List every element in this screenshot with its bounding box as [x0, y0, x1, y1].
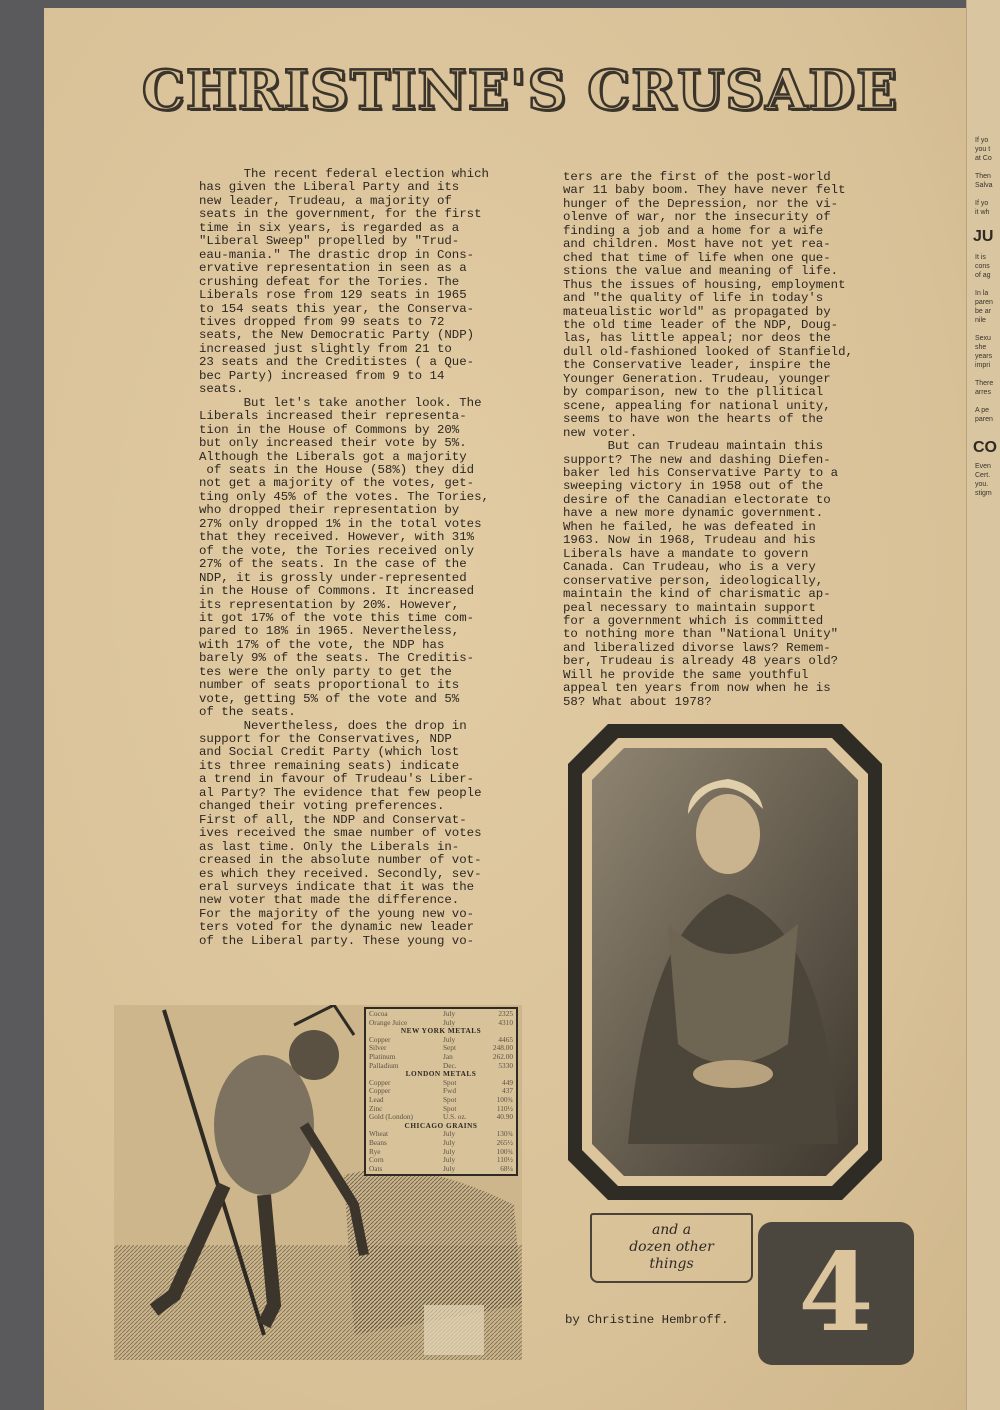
table-cell-name: Rye — [369, 1146, 381, 1156]
text-line: Canada. Can Trudeau, who is a very — [563, 560, 816, 575]
text-line: 27% of the seats. In the case of the — [199, 557, 467, 572]
adjacent-page-edge — [966, 0, 1000, 1410]
text-line: with 17% of the vote, the NDP has — [199, 637, 445, 652]
text-line: Liberals have a mandate to govern — [563, 546, 809, 561]
text-line: and Social Credit Party (which lost — [199, 745, 460, 760]
table-row — [369, 1096, 513, 1105]
text-line: peal necessary to maintain support — [563, 600, 816, 615]
text-line: years — [975, 353, 993, 360]
text-line: be ar — [975, 308, 991, 315]
table-cell-month: Spot — [443, 1077, 457, 1087]
table-cell-name: Wheat — [369, 1129, 389, 1139]
text-line: its representation by 20%. However, — [199, 597, 460, 612]
text-line: war 11 baby boom. They have never felt — [563, 183, 846, 198]
table-cell-month: Spot — [443, 1094, 457, 1104]
table-cell-value: 265½ — [496, 1137, 513, 1147]
text-line: have a new more dynamic government. — [563, 506, 824, 521]
text-line: sweeping victory in 1958 out of the — [563, 479, 824, 494]
text-line: of the Liberal party. These young vo- — [199, 933, 475, 948]
table-cell-month: July — [443, 1017, 456, 1027]
table-cell-month: Fwd — [443, 1086, 456, 1096]
table-row — [369, 1130, 513, 1139]
text-line: ched that time of life when one que- — [563, 250, 831, 265]
text-line: mateualistic world" as propagated by — [563, 304, 831, 319]
text-line — [975, 370, 1000, 379]
text-line: Will he provide the same youthful — [563, 667, 809, 682]
text-line: she — [975, 344, 987, 351]
table-cell-value: 4465 — [498, 1034, 513, 1044]
table-cell-month: July — [443, 1146, 456, 1156]
table-cell-month: July — [443, 1034, 456, 1044]
text-line: new voter that made the difference. — [199, 893, 460, 908]
tagline-line: and a — [651, 1222, 692, 1238]
tagline-box — [590, 1213, 753, 1283]
text-line: maintain the kind of charismatic ap- — [563, 587, 831, 602]
table-section-heading: NEW YORK METALS — [400, 1026, 482, 1036]
text-line: NDP, it is grossly under-represented — [199, 570, 467, 585]
text-line: hunger of the Depression, nor the vi- — [563, 196, 839, 211]
text-line: vote, getting 5% of the vote and 5% — [199, 691, 460, 706]
text-line: desire of the Canadian electorate to — [563, 492, 831, 507]
text-line: Liberals rose from 129 seats in 1965 — [199, 288, 467, 303]
text-line: tes were the only party to get the — [199, 664, 452, 679]
table-cell-name: Copper — [369, 1034, 391, 1044]
table-row — [369, 1165, 513, 1174]
article-column-2 — [563, 171, 853, 709]
table-cell-value: 130¾ — [496, 1129, 513, 1139]
text-line: arres — [975, 389, 991, 396]
text-line: barely 9% of the seats. The Creditis- — [199, 651, 475, 666]
text-line: a trend in favour of Trudeau's Liber- — [199, 772, 475, 787]
table-cell-name: Copper — [369, 1086, 391, 1096]
text-line: Then — [975, 173, 991, 180]
table-cell-value: 437 — [502, 1086, 513, 1096]
byline: by Christine Hembroff. — [565, 1313, 729, 1327]
text-line: conservative person, ideologically, — [563, 573, 824, 588]
text-line: the old time leader of the NDP, Doug- — [563, 317, 839, 332]
text-line — [975, 325, 1000, 334]
text-line: the Conservative leader, inspire the — [563, 358, 831, 373]
text-line: ters voted for the dynamic new leader — [199, 920, 475, 935]
table-cell-name: Corn — [369, 1155, 384, 1165]
table-cell-value: 68¼ — [500, 1163, 513, 1173]
text-line: crushing defeat for the Tories. The — [199, 274, 460, 289]
text-line: Sexu — [975, 335, 991, 342]
text-line: nile — [975, 317, 986, 324]
text-line: for a government which is committed — [563, 613, 824, 628]
table-cell-value: 262.00 — [492, 1051, 513, 1061]
text-line: by comparison, new to the pllitical — [563, 385, 824, 400]
text-line — [975, 163, 1000, 172]
text-line: dull old-fashioned looked of Stanfield, — [563, 344, 853, 359]
text-line: ting only 45% of the votes. The Tories, — [199, 489, 489, 504]
table-cell-month: July — [443, 1129, 456, 1139]
text-line: of seats in the House (58%) they did — [199, 462, 475, 477]
text-line: it got 17% of the vote this time com- — [199, 610, 475, 625]
text-line: Cert. — [975, 472, 991, 479]
text-line: Liberals increased their representa- — [199, 409, 467, 424]
table-cell-name: Oats — [369, 1163, 383, 1173]
text-line: support? The new and dashing Diefen- — [563, 452, 831, 467]
text-line: you t — [975, 146, 991, 153]
text-line: tives dropped from 99 seats to 72 — [199, 314, 445, 329]
text-line: Nevertheless, does the drop in — [199, 718, 467, 733]
table-cell-name: Lead — [369, 1094, 384, 1104]
woodcut-illustration-hunter — [114, 1005, 522, 1360]
text-line: time in six years, is regarded as a — [199, 220, 460, 235]
text-line: Salva — [975, 182, 993, 189]
tagline-line: things — [649, 1256, 694, 1272]
text-line: not get a majority of the votes, get- — [199, 476, 475, 491]
text-line: ber, Trudeau is already 48 years old? — [563, 654, 839, 669]
text-line: las, has little appeal; nor deos the — [563, 331, 831, 346]
text-line: 27% only dropped 1% in the total votes — [199, 516, 482, 531]
text-line: paren — [975, 416, 993, 423]
text-line: 1963. Now in 1968, Trudeau and his — [563, 533, 816, 548]
table-cell-name: Zinc — [369, 1103, 383, 1113]
article-column-1 — [199, 168, 489, 948]
tagline-line: dozen other — [629, 1239, 714, 1255]
text-line: eral surveys indicate that it was the — [199, 880, 475, 895]
text-line: to nothing more than "National Unity" — [563, 627, 839, 642]
table-cell-value: 40.90 — [496, 1112, 513, 1122]
text-line: finding a job and a home for a wife — [563, 223, 824, 238]
table-cell-value: 100¾ — [496, 1094, 513, 1104]
portrait-photo-frame — [568, 724, 882, 1200]
text-line: appeal ten years from now when he is — [563, 681, 831, 696]
table-cell-name: Beans — [369, 1137, 387, 1147]
commodities-price-table — [364, 1007, 518, 1176]
text-line: First of all, the NDP and Conservat- — [199, 812, 467, 827]
text-line: If yo — [975, 137, 989, 144]
table-cell-month: July — [443, 1155, 456, 1165]
adjacent-page-text — [967, 253, 1000, 424]
text-line: of the seats. — [199, 705, 296, 720]
table-cell-name: Orange Juice — [369, 1017, 408, 1027]
text-line: ters are the first of the post-world — [563, 170, 831, 184]
table-cell-name: Palladium — [369, 1060, 399, 1070]
text-line: number of seats proportional to its — [199, 678, 460, 693]
text-line: "Liberal Sweep" propelled by "Trud- — [199, 234, 460, 249]
text-line: and "the quality of life in today's — [563, 291, 824, 306]
text-line: of the vote, the Tories received only — [199, 543, 475, 558]
text-line: al Party? The evidence that few people — [199, 785, 482, 800]
table-cell-name: Platinum — [369, 1051, 396, 1061]
text-line: 58? What about 1978? — [563, 694, 712, 709]
page-number: 4 — [798, 1230, 874, 1356]
text-line: Even — [975, 463, 991, 470]
text-line: seats, the New Democratic Party (NDP) — [199, 328, 475, 343]
text-line: that they received. However, with 31% — [199, 530, 475, 545]
text-line: stions the value and meaning of life. — [563, 264, 839, 279]
page-number-box — [758, 1222, 914, 1365]
text-line: you. — [975, 481, 989, 488]
text-line: to 154 seats this year, the Conserva- — [199, 301, 475, 316]
table-cell-value: 100¾ — [496, 1146, 513, 1156]
table-cell-name: Silver — [369, 1043, 387, 1053]
text-line: at Co — [975, 155, 992, 162]
text-line — [975, 190, 1000, 199]
text-line: seems to have won the hearts of the — [563, 412, 824, 427]
table-row — [369, 1087, 513, 1096]
text-line: its three remaining seats) indicate — [199, 758, 460, 773]
text-line: baker led his Conservative Party to a — [563, 465, 839, 480]
text-line: ervative representation in seen as a — [199, 261, 467, 276]
text-line: as last time. Only the Liberals in- — [199, 839, 460, 854]
table-cell-month: Jan — [443, 1051, 453, 1061]
text-line: es which they received. Secondly, sev- — [199, 866, 482, 881]
text-line: bec Party) increased from 9 to 14 — [199, 368, 445, 383]
headline — [140, 50, 900, 130]
text-line: seats in the government, for the first — [199, 207, 482, 222]
text-line: who dropped their representation by — [199, 503, 460, 518]
table-row — [369, 1079, 513, 1088]
table-cell-value: 110½ — [496, 1155, 513, 1165]
text-line: stigm — [975, 490, 992, 497]
text-line: Younger Generation. Trudeau, younger — [563, 371, 831, 386]
text-line: pared to 18% in 1965. Nevertheless, — [199, 624, 460, 639]
text-line: creased in the absolute number of vot- — [199, 853, 482, 868]
text-line: In la — [975, 290, 989, 297]
text-line: 23 seats and the Creditistes ( a Que- — [199, 355, 475, 370]
text-line: seats. — [199, 382, 244, 397]
table-cell-month: Sept — [443, 1043, 456, 1053]
text-line: changed their voting preferences. — [199, 799, 445, 814]
text-line: in the House of Commons. It increased — [199, 584, 475, 599]
text-line: new leader, Trudeau, a majority of — [199, 193, 452, 208]
table-cell-name: Copper — [369, 1077, 391, 1087]
text-line: If yo — [975, 200, 989, 207]
table-cell-name: Gold (London) — [369, 1112, 413, 1122]
text-line — [975, 397, 1000, 406]
text-line: scene, appealing for national unity, — [563, 398, 831, 413]
headline-text: CHRISTINE'S CRUSADE — [141, 58, 899, 122]
table-row — [369, 1148, 513, 1157]
text-line: but only increased their vote by 5%. — [199, 436, 467, 451]
text-line: The recent federal election which — [199, 167, 489, 181]
text-line: It is — [975, 254, 986, 261]
text-line: There — [975, 380, 994, 387]
text-line: new voter. — [563, 425, 638, 440]
text-line — [975, 280, 1000, 289]
text-line: Although the Liberals got a majority — [199, 449, 467, 464]
table-cell-month: Dec. — [443, 1060, 457, 1070]
table-cell-month: July — [443, 1009, 456, 1018]
text-line: olenve of war, nor the insecurity of — [563, 210, 831, 225]
table-cell-value: 2325 — [498, 1009, 513, 1018]
table-section-heading: CHICAGO GRAINS — [404, 1120, 478, 1130]
table-cell-value: 5330 — [498, 1060, 513, 1070]
table-cell-value: 248.00 — [492, 1043, 513, 1053]
text-line: But let's take another look. The — [199, 395, 482, 410]
portrait-woman-icon — [568, 724, 882, 1200]
text-line: and liberalized divorse laws? Remem- — [563, 640, 831, 655]
text-line: has given the Liberal Party and its — [199, 180, 460, 195]
table-cell-value: 110½ — [496, 1103, 513, 1113]
text-line: and children. Most have not yet rea- — [563, 237, 831, 252]
text-line: Thus the issues of housing, employment — [563, 277, 846, 292]
text-line: paren — [975, 299, 993, 306]
text-line: increased just slightly from 21 to — [199, 341, 452, 356]
text-line: it wh — [975, 209, 990, 216]
text-line: For the majority of the young new vo- — [199, 906, 475, 921]
text-line: tion in the House of Commons by 20% — [199, 422, 460, 437]
text-line: cons — [975, 263, 990, 270]
text-line: impri — [975, 362, 991, 369]
adjacent-page-heading: CO — [973, 439, 997, 456]
text-line: of ag — [975, 272, 991, 279]
table-cell-month: Spot — [443, 1103, 457, 1113]
adjacent-page-text — [967, 136, 1000, 217]
table-cell-value: 4310 — [498, 1017, 513, 1027]
adjacent-page-heading: JU — [973, 228, 994, 245]
table-cell-month: July — [443, 1163, 456, 1173]
table-cell-month: July — [443, 1137, 456, 1147]
text-line: support for the Conservatives, NDP — [199, 732, 452, 747]
text-line: But can Trudeau maintain this — [563, 439, 824, 454]
table-row — [369, 1156, 513, 1165]
adjacent-page-text — [967, 462, 1000, 498]
table-cell-month: U.S. oz. — [443, 1112, 467, 1122]
table-row — [369, 1139, 513, 1148]
text-line: When he failed, he was defeated in — [563, 519, 816, 534]
text-line: eau-mania." The drastic drop in Cons- — [199, 247, 475, 262]
text-line: A pe — [975, 407, 990, 414]
table-section-heading: LONDON METALS — [405, 1069, 477, 1079]
table-cell-name: Cocoa — [369, 1009, 388, 1018]
text-line: ives received the smae number of votes — [199, 826, 482, 841]
table-cell-value: 449 — [502, 1077, 513, 1087]
table-row — [369, 1036, 513, 1045]
